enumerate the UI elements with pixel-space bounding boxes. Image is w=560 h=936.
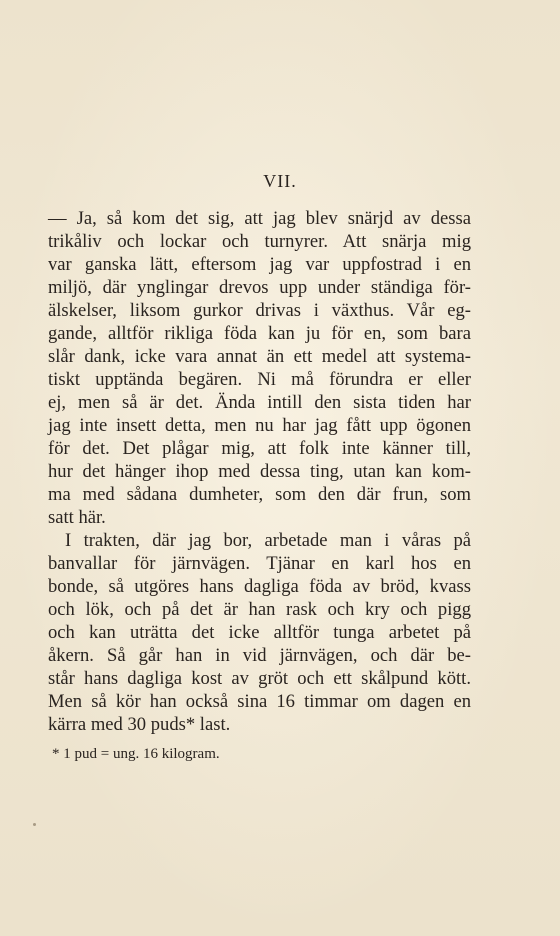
text-line: var ganska lätt, eftersom jag var uppfostrad i en	[48, 254, 471, 275]
paper-speck	[33, 823, 36, 826]
text-line: trikåliv och lockar och turnyrer. Att snärja mig	[48, 231, 471, 252]
body-text	[48, 207, 471, 736]
text-line: ma med sådana dumheter, som den där frun, som	[48, 484, 471, 505]
text-line: och lök, och på det är han rask och kry och pigg	[48, 599, 471, 620]
text-line: bonde, så utgöres hans dagliga föda av bröd, kvass	[48, 576, 471, 597]
text-line: och kan uträtta det icke alltför tunga arbetet på	[48, 622, 471, 643]
text-line: satt här.	[48, 507, 106, 528]
text-line: står hans dagliga kost av gröt och ett skålpund kött.	[48, 668, 471, 689]
text-line: ej, men så är det. Ända intill den sista tiden har	[48, 392, 471, 413]
text-line: slår dank, icke vara annat än ett medel att systema-	[48, 346, 471, 367]
text-line: hur det hänger ihop med dessa ting, utan kan kom-	[48, 461, 471, 482]
text-line: tiskt upptända begären. Ni må förundra er eller	[48, 369, 471, 390]
text-line: åkern. Så går han in vid järnvägen, och där be-	[48, 645, 471, 666]
text-line: banvallar för järnvägen. Tjänar en karl hos en	[48, 553, 471, 574]
text-line: älskelser, liksom gurkor drivas i växthus. Vår eg-	[48, 300, 471, 321]
paragraph-first-line: I trakten, där jag bor, arbetade man i våras på	[65, 530, 471, 551]
text-line: Men så kör han också sina 16 timmar om dagen en	[48, 691, 471, 712]
chapter-heading: VII.	[263, 171, 297, 191]
text-line: miljö, där ynglingar drevos upp under ständiga för-	[48, 277, 471, 298]
text-line: kärra med 30 puds* last.	[48, 714, 231, 735]
text-line: jag inte insett detta, men nu har jag fått upp ögonen	[48, 415, 471, 436]
text-line: — Ja, så kom det sig, att jag blev snärjd av dessa	[48, 208, 471, 229]
text-line: gande, alltför rikliga föda kan ju för en, som bara	[48, 323, 471, 344]
text-line: för det. Det plågar mig, att folk inte känner till,	[48, 438, 471, 459]
footnote: * 1 pud = ung. 16 kilogram.	[52, 746, 220, 762]
